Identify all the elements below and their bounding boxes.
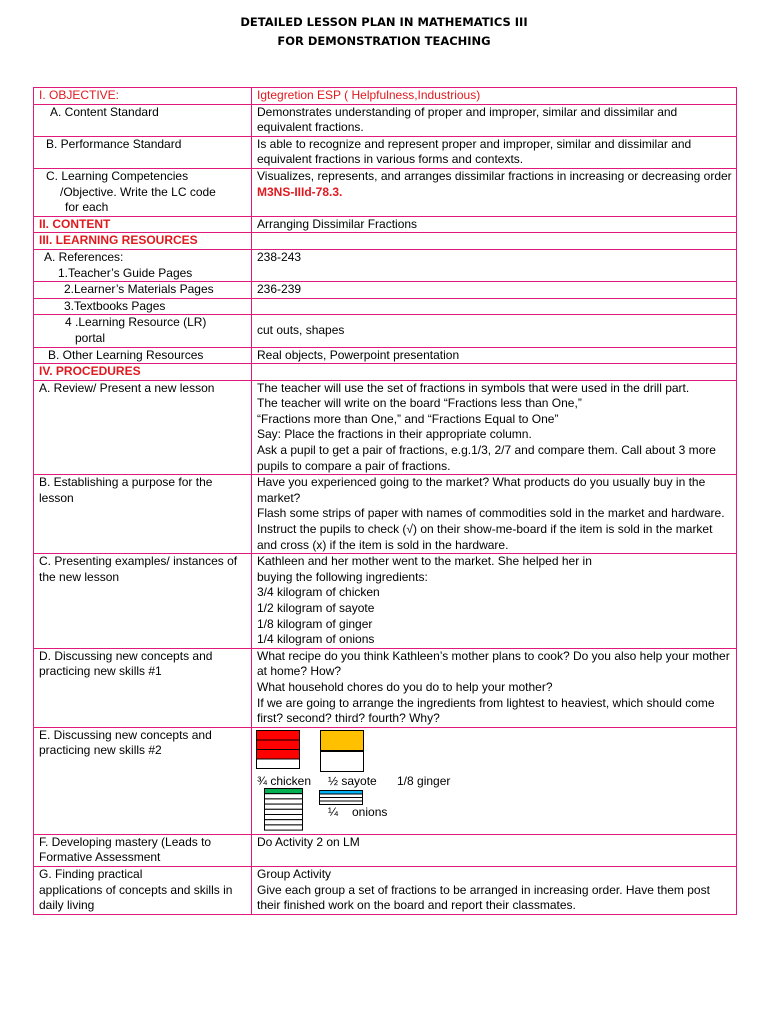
ginger-strip <box>265 814 303 819</box>
row-learners-materials <box>34 282 737 299</box>
onions-fraction-label: onions <box>352 804 388 819</box>
lr-portal-value: cut outs, shapes <box>252 315 737 347</box>
discussing1-line: What household chores do you do to help your mother? <box>257 679 553 694</box>
examples-line: 1/8 kilogram of ginger <box>257 616 373 631</box>
row-applications <box>34 866 737 914</box>
lr-portal-label <box>34 315 252 347</box>
examples-line: 3/4 kilogram of chicken <box>257 585 380 600</box>
applications-label-line1: G. Finding practical <box>39 866 143 881</box>
purpose-value <box>252 475 737 554</box>
objective-value: Igtegretion ESP ( Helpfulness,Industrious) <box>252 88 737 105</box>
lr-portal-label-line2: portal <box>75 330 106 345</box>
purpose-line: Instruct the pupils to check (√) on their show-me-board if the item is sold in the market and cross (x) if the item is sold in the hardware. <box>257 522 713 552</box>
references-label <box>34 249 252 281</box>
sayote-strip-2 <box>321 751 364 771</box>
ginger-strip <box>265 788 303 793</box>
lr-portal-label-line1: 4 .Learning Resource (LR) <box>65 315 207 330</box>
ginger-strip <box>265 804 303 809</box>
examples-line: buying the following ingredients: <box>257 569 428 584</box>
objective-label: I. OBJECTIVE: <box>34 88 252 105</box>
teachers-guide-label: 1.Teacher’s Guide Pages <box>58 265 193 280</box>
onion-strip <box>320 790 363 794</box>
competencies-text: Visualizes, represents, and arranges dissimilar fractions in increasing or decreasing order <box>257 168 732 183</box>
competencies-label <box>34 168 252 216</box>
fraction-figure <box>257 728 732 834</box>
row-competencies <box>34 168 737 216</box>
discussing2-label: E. Discussing new concepts and practicing new skills #2 <box>34 727 252 834</box>
content-label: II. CONTENT <box>34 216 252 233</box>
textbooks-label: 3.Textbooks Pages <box>34 298 252 315</box>
onion-strip <box>320 797 363 801</box>
content-value: Arranging Dissimilar Fractions <box>252 216 737 233</box>
discussing1-line: If we are going to arrange the ingredients from lightest to heaviest, which should come first? second? third? fourth? Why? <box>257 695 715 726</box>
ginger-strip <box>265 825 303 830</box>
review-line: Ask a pupil to get a pair of fractions, e.g.1/3, 2/7 and compare them. Call about 3 more pupils to compare a pair of fractions. <box>257 443 716 473</box>
learners-materials-label: 2.Learner’s Materials Pages <box>34 282 252 299</box>
chicken-strip-4 <box>257 759 300 769</box>
review-line: Say: Place the fractions in their appropriate column. <box>257 427 532 442</box>
review-line: The teacher will write on the board “Fractions less than One,” <box>257 396 582 411</box>
performance-standard-label: B. Performance Standard <box>34 136 252 168</box>
row-purpose <box>34 475 737 554</box>
discussing1-line: What recipe do you think Kathleen’s mother plans to cook? Do you also help your mother at home? How? <box>257 648 730 679</box>
content-standard-label: A. Content Standard <box>34 104 252 136</box>
row-discussing-1 <box>34 648 737 727</box>
row-objective <box>34 88 737 105</box>
row-references <box>34 249 737 281</box>
lesson-plan-table <box>33 87 737 915</box>
ginger-strip <box>265 799 303 804</box>
examples-line: Kathleen and her mother went to the market. She helped her in <box>257 554 592 569</box>
examples-value <box>252 554 737 649</box>
row-discussing-2 <box>34 727 737 834</box>
purpose-line: Flash some strips of paper with names of commodities sold in the market and hardware. <box>257 506 725 521</box>
ginger-fraction-strips <box>264 788 306 833</box>
chicken-strip-3 <box>257 749 300 759</box>
competencies-label-line2: /Objective. Write the LC code <box>60 184 216 199</box>
textbooks-value <box>252 298 737 315</box>
row-lr-portal <box>34 315 737 347</box>
competencies-label-line3: for each <box>65 200 109 215</box>
competencies-label-line1: C. Learning Competencies <box>46 168 189 183</box>
chicken-fraction-label: ¾ chicken <box>257 773 312 788</box>
review-label: A. Review/ Present a new lesson <box>34 380 252 475</box>
examples-line: 1/4 kilogram of onions <box>257 632 375 647</box>
row-procedures <box>34 364 737 381</box>
row-performance-standard <box>34 136 737 168</box>
discussing2-value <box>252 727 737 834</box>
row-content-standard <box>34 104 737 136</box>
applications-label-line2: applications of concepts and skills in daily living <box>39 882 233 913</box>
ginger-strip <box>265 809 303 814</box>
procedures-label: IV. PROCEDURES <box>34 364 252 381</box>
learning-resources-label: III. LEARNING RESOURCES <box>34 233 252 250</box>
document-subtitle: FOR DEMONSTRATION TEACHING <box>277 34 491 48</box>
applications-value <box>252 866 737 914</box>
chicken-strip-1 <box>257 730 300 740</box>
row-review <box>34 380 737 475</box>
review-line: The teacher will use the set of fractions in symbols that were used in the drill part. <box>257 380 690 395</box>
ginger-fraction-label: 1/8 ginger <box>397 773 451 788</box>
applications-label <box>34 866 252 914</box>
row-other-resources <box>34 347 737 364</box>
content-standard-value: Demonstrates understanding of proper and improper, similar and dissimilar and equivalent fractions. <box>252 104 737 136</box>
chicken-fraction-strips <box>256 730 302 770</box>
row-mastery <box>34 834 737 866</box>
examples-line: 1/2 kilogram of sayote <box>257 601 375 615</box>
applications-value-line1: Group Activity <box>257 866 332 881</box>
performance-standard-value: Is able to recognize and represent proper and improper, similar and dissimilar and equivalent fractions in various forms and contexts. <box>252 136 737 168</box>
document-title: DETAILED LESSON PLAN IN MATHEMATICS III <box>240 15 528 29</box>
sayote-fraction-strips <box>320 730 366 773</box>
row-learning-resources <box>34 233 737 250</box>
learning-resources-value <box>252 233 737 250</box>
review-line: “Fractions more than One,” and “Fractions Equal to One” <box>257 411 559 426</box>
review-value <box>252 380 737 475</box>
onions-fraction-strips <box>319 790 365 806</box>
examples-label: C. Presenting examples/ instances of the new lesson <box>34 554 252 649</box>
onion-strip <box>320 801 363 805</box>
references-label-line1: A. References: <box>44 249 124 264</box>
purpose-label: B. Establishing a purpose for the lesson <box>34 475 252 554</box>
row-textbooks <box>34 298 737 315</box>
procedures-value <box>252 364 737 381</box>
chicken-strip-2 <box>257 740 300 750</box>
row-examples <box>34 554 737 649</box>
onion-strip <box>320 794 363 798</box>
competencies-value <box>252 168 737 216</box>
ginger-strip <box>265 793 303 798</box>
lc-code: M3NS-IIId-78.3. <box>257 184 343 199</box>
ginger-strip <box>265 819 303 824</box>
purpose-line: Have you experienced going to the market? What products do you usually buy in the market? <box>257 475 706 505</box>
mastery-value: Do Activity 2 on LM <box>252 834 737 866</box>
sayote-fraction-label: ½ sayote <box>328 773 377 788</box>
onions-fraction: ¼ <box>328 804 339 819</box>
other-resources-label: B. Other Learning Resources <box>34 347 252 364</box>
mastery-label: F. Developing mastery (Leads to Formative Assessment <box>34 834 252 866</box>
row-content <box>34 216 737 233</box>
learners-materials-value: 236-239 <box>252 282 737 299</box>
sayote-strip-1 <box>321 730 364 750</box>
other-resources-value: Real objects, Powerpoint presentation <box>252 347 737 364</box>
discussing1-value <box>252 648 737 727</box>
teachers-guide-value: 238-243 <box>252 249 737 281</box>
discussing1-label: D. Discussing new concepts and practicing new skills #1 <box>34 648 252 727</box>
applications-value-line2: Give each group a set of fractions to be arranged in increasing order. Have them post their finished work on the board and report their classmates. <box>257 882 710 913</box>
